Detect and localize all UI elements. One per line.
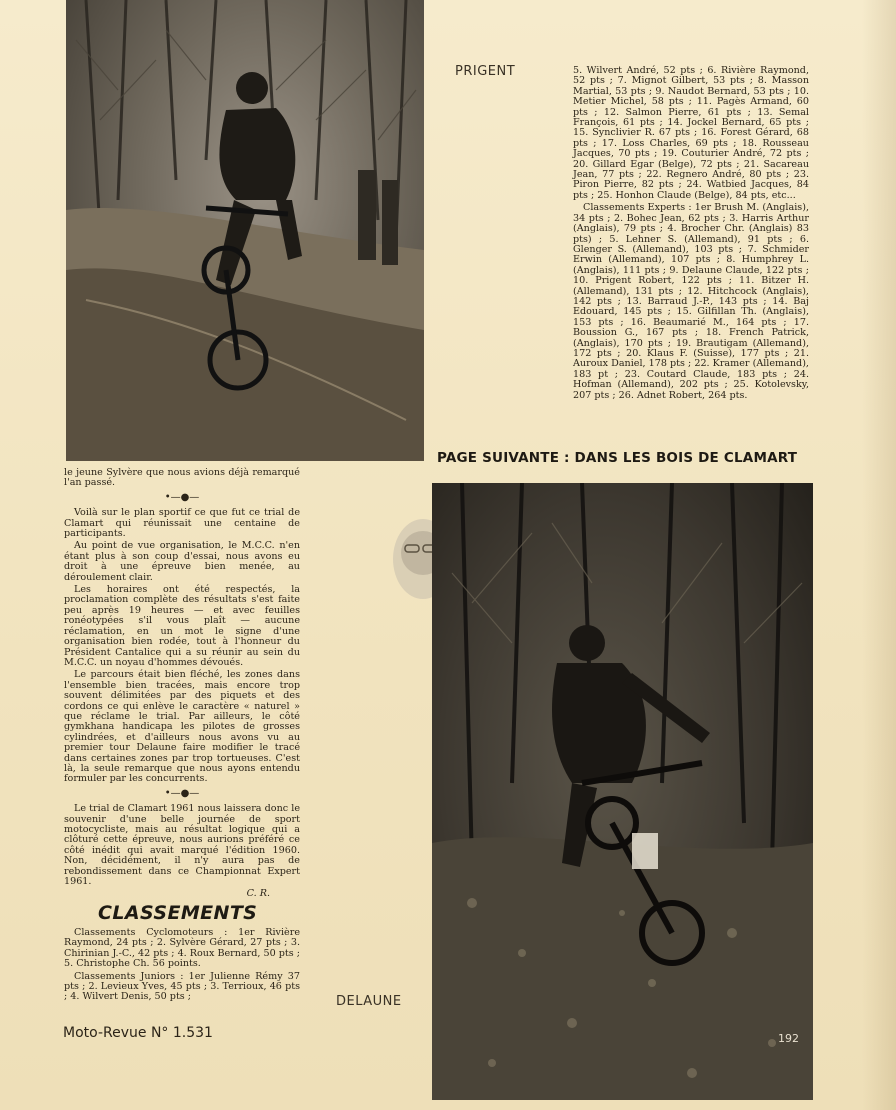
caption-delaune: DELAUNE [336,994,402,1009]
results-experts: Classements Experts : 1er Brush M. (Anglais), 34 pts ; 2. Bohec Jean, 62 pts ; 3. Harris Arthur (Anglais), 79 pts ; 4. Brocher Chr. (Anglais) 83 pts) ; 5. Lehner S. (Allemand), 91 pts ; 6. Glenger S. (Allemand), 103 pts ; 7. Schmider Erwin (Allemand), 107 pts ; 8. Humphrey L. (Anglais), 111 pts ; 9. Delaune Claude, 122 pts ; 10. Prigent Robert, 122 pts ; 11. Bitzer H. (Allemand), 131 pts ; 12. Hitchcock (Anglais), 142 pts ; 13. Barraud J.-P., 143 pts ; 14. Baj Edouard, 145 pts ; 15. Gilfillan Th. (Anglais), 153 pts ; 16. Beaumarié M., 164 pts ; 17. Boussion G., 167 pts ; 18. French Patrick, (Anglais), 170 pts ; 19. Brautigam (Allemand), 172 pts ; 20. Klaus F. (Suisse), 177 pts ; 21. Auroux Daniel, 178 pts ; 22. Kramer (Allemand), 183 pt ; 23. Coutard Claude, 183 pts ; 24. Hofman (Allemand), 202 pts ; 25. Kotolevsky, 207 pts ; 26. Adnet Robert, 264 pts. [573,202,809,401]
results-column [573,66,809,403]
article-paragraph: Au point de vue organisation, le M.C.C. n'en étant plus à son coup d'essai, nous avons eu droit à une épreuve bien menée, au déroulement clair. [64,540,300,583]
page-crease-shadow [862,0,896,1110]
next-page-banner: PAGE SUIVANTE : DANS LES BOIS DE CLAMART [437,450,798,466]
photo-prigent-trial [66,0,424,461]
article-paragraph: Voilà sur le plan sportif ce que fut ce trial de Clamart qui réunissait une centaine de participants. [64,507,300,540]
article-separator: •—●— [164,787,200,799]
photo-delaune-trial [432,483,813,1100]
classement-cyclomoteurs: Classements Cyclomoteurs : 1er Rivière Raymond, 24 pts ; 2. Sylvère Gérard, 27 pts ; 3. Chirinian J.-C., 42 pts ; 4. Roux Bernard, 50 pts ; 5. Christophe Ch. 56 points. [64,927,300,970]
caption-prigent: PRIGENT [455,64,516,79]
article-separator: •—●— [164,491,200,503]
article-closing: Le trial de Clamart 1961 nous laissera donc le souvenir d'une belle journée de sport motocycliste, mais au résultat logique qui a clôturé cette épreuve, nous aurions préféré ce côté inédit qui avait marqué l'édition 1960. Non, décidément, il n'y aura pas de rebondissement dans ce Championnat Expert 1961. [64,803,300,888]
results-seniors: 5. Wilvert André, 52 pts ; 6. Rivière Raymond, 52 pts ; 7. Mignot Gilbert, 53 pts ; 8. Masson Martial, 53 pts ; 9. Naudot Bernard, 53 pts ; 10. Metier Michel, 58 pts ; 11. Pagès Armand, 60 pts ; 12. Salmon Pierre, 61 pts ; 13. Semal François, 61 pts ; 14. Jockel Bernard, 65 pts ; 15. Synclivier R. 67 pts ; 16. Forest Gérard, 68 pts ; 17. Loss Charles, 69 pts ; 18. Rousseau Jacques, 70 pts ; 19. Couturier André, 72 pts ; 20. Gillard Egar (Belge), 72 pts ; 21. Sacareau Jean, 77 pts ; 22. Regnero André, 80 pts ; 23. Piron Pierre, 82 pts ; 24. Watbied Jacques, 84 pts ; 25. Honhon Claude (Belge), 84 pts, etc... [573,65,809,201]
article-paragraph: Les horaires ont été respectés, la proclamation complète des résultats s'est faite peu après 19 heures — et avec feuilles ronéotypées s'il vous plaît — aucune réclamation, en un mot le signe d'une organisation bien rodée, tout à l'honneur du Président Cantalice qui a su réunir au sein du M.C.C. un noyau d'hommes dévoués. [64,584,300,668]
page-number: 192 [778,1032,799,1045]
article-signature: C. R. [246,888,270,900]
photo-delaune-illustration [432,483,813,1100]
publication-footer: Moto-Revue N° 1.531 [63,1025,213,1041]
article-intro: le jeune Sylvère que nous avions déjà remarqué l'an passé. [64,467,300,489]
article-paragraph: Le parcours était bien fléché, les zones dans l'ensemble bien tracées, mais encore trop souvent délimitées par des piquets et des cordons ce qui enlève le caractère « naturel » que réclame le trial. Par ailleurs, le côté gymkhana handicapa les pilotes de grosses cylindrées, et d'ailleurs nous avons vu au premier tour Delaune faire modifier le tracé dans certaines zones par trop tortueuses. C'est là, la seule remarque que nous ayons entendu formuler par les concurrents. [64,669,300,785]
photo-prigent-illustration [66,0,424,461]
article-column [64,468,300,900]
classement-juniors: Classements Juniors : 1er Julienne Rémy 37 pts ; 2. Levieux Yves, 45 pts ; 3. Terrioux, 46 pts ; 4. Wilvert Denis, 50 pts ; [64,970,300,1003]
classements-heading: CLASSEMENTS [98,902,258,924]
classements-block [64,928,300,1005]
